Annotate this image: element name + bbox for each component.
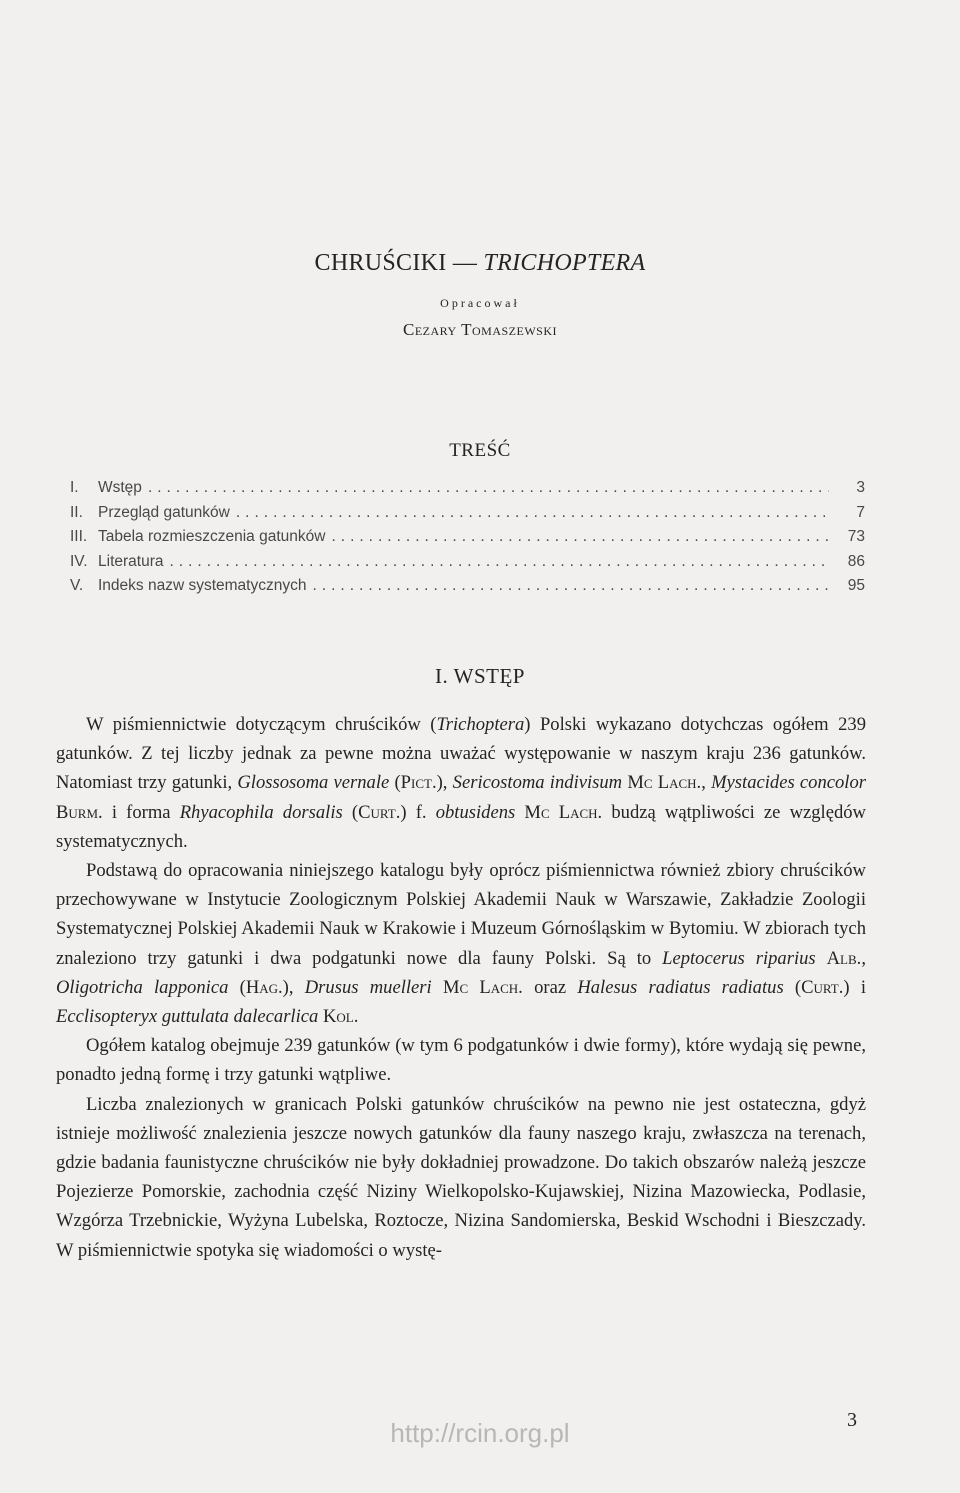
- text-run: [432, 977, 443, 998]
- body-text: [56, 710, 866, 1265]
- toc-page: 7: [856, 503, 865, 521]
- author-abbrev: Mc Lach.: [442, 976, 523, 998]
- toc-leader-dots: [312, 577, 829, 595]
- toc-leader-dots: [148, 479, 829, 497]
- toc-row: [70, 479, 865, 504]
- text-run: budzą wątpliwości ze względów systematycznych.: [56, 801, 866, 852]
- author-name: Cezary Tomaszewski: [403, 320, 557, 339]
- toc-label: Wstęp: [98, 479, 142, 496]
- toc-leader-dots: [236, 504, 829, 522]
- paragraph: [56, 710, 866, 856]
- toc-row: [70, 528, 865, 553]
- latin-name: Trichoptera: [436, 714, 525, 735]
- text-run: Podstawą do opracowania niniejszego katalogu były oprócz piśmiennictwa również zbiory chruścików przechowywane w Instytucie Zoologicznym Polskiej Akademii Nauk w Warszawie, Zakładzie Zoologii Systematycznej Polskiej Akademii Nauk w Krakowie i Muzeum Górnośląskim w Bytomiu. W zbiorach tych znaleziono trzy gatunki i dwa podgatunki nowe dla fauny Polski. Są to: [56, 860, 866, 969]
- text-run: [816, 948, 827, 969]
- paragraph: [56, 856, 866, 1031]
- author-abbrev: Burm.: [56, 801, 103, 823]
- latin-name: Leptocerus riparius: [662, 947, 816, 969]
- toc-page: 86: [847, 552, 865, 570]
- author-abbrev: Hag.: [245, 976, 283, 998]
- table-of-contents: [70, 479, 865, 602]
- toc-leader-dots: [331, 528, 829, 546]
- text-run: (: [342, 801, 359, 823]
- section-heading: I. WSTĘP: [435, 664, 525, 688]
- title-text: CHRUŚCIKI —: [314, 250, 484, 276]
- author-abbrev: Curt.: [801, 976, 844, 998]
- latin-name: Halesus radiatus radiatus: [577, 976, 784, 998]
- text-run: ),: [436, 772, 453, 794]
- toc-number: IV.: [70, 552, 88, 570]
- text-run: ,: [701, 772, 712, 794]
- toc-label: Indeks nazw systematycznych: [98, 577, 307, 594]
- text-run: oraz: [522, 976, 578, 998]
- latin-name: obtusidens: [435, 801, 516, 823]
- toc-row: [70, 577, 865, 602]
- text-run: (: [228, 976, 246, 998]
- latin-name: Ecclisopteryx guttulata dalecarlica: [56, 1006, 319, 1028]
- author-abbrev: Alb.: [826, 947, 862, 969]
- toc-leader-dots: [169, 553, 829, 571]
- watermark-url: http://rcin.org.pl: [390, 1418, 570, 1448]
- text-run: ) f.: [400, 801, 436, 823]
- text-run: W piśmiennictwie dotyczącym chruścików (: [86, 714, 437, 735]
- author-abbrev: Kol.: [322, 1006, 359, 1028]
- author-abbrev: Mc Lach.: [524, 801, 603, 823]
- toc-page: 3: [856, 479, 865, 496]
- toc-number: V.: [70, 577, 84, 594]
- toc-row: [70, 553, 865, 578]
- author-abbrev: Curt.: [358, 801, 401, 823]
- text-run: (: [389, 772, 401, 794]
- prepared-by-label: Opracował: [440, 296, 520, 310]
- paragraph: Liczba znalezionych w granicach Polski gatunków chruścików na pewno nie jest ostateczna, gdyż istnieje możliwość znalezienia jeszcze nowych gatunków dla fauny naszego kraju, zwłaszcza na terenach, gdzie badania faunistyczne chruścików nie były dokładniej prowadzone. Do takich obszarów należą jeszcze Pojezierze Pomorskie, zachodnia część Niziny Wielkopolsko-Kujawskiej, Nizina Mazowiecka, Podlasie, Wzgórza Trzebnickie, Wyżyna Lubelska, Roztocze, Nizina Sandomierska, Beskid Wschodni i Bieszczady. W piśmiennictwie spotyka się wiadomości o wystę-: [56, 1093, 866, 1261]
- latin-name: Mystacides concolor: [711, 772, 867, 794]
- paragraph: Ogółem katalog obejmuje 239 gatunków (w tym 6 podgatunków i dwie formy), które wydają się pewne, ponadto jedną formę i trzy gatunki wątpliwe.: [56, 1035, 866, 1086]
- toc-number: II.: [70, 503, 83, 521]
- text-run: ,: [861, 947, 866, 969]
- toc-number: I.: [70, 479, 79, 496]
- toc-label: Tabela rozmieszczenia gatunków: [98, 528, 326, 545]
- latin-name: Oligotricha lapponica: [56, 976, 229, 998]
- text-run: ),: [282, 976, 305, 998]
- latin-name: Glossosoma vernale: [237, 772, 390, 794]
- latin-name: Rhyacophila dorsalis: [179, 801, 343, 823]
- author-abbrev: Pict.: [400, 772, 437, 794]
- toc-number: III.: [70, 528, 88, 545]
- toc-row: [70, 504, 865, 529]
- page-number: 3: [847, 1409, 857, 1431]
- text-run: i forma: [102, 801, 180, 823]
- toc-label: Przegląd gatunków: [98, 503, 230, 521]
- text-run: (: [783, 976, 802, 998]
- toc-heading: TREŚĆ: [449, 440, 511, 461]
- page-title: [0, 250, 960, 277]
- text-run: ) i: [843, 976, 866, 998]
- latin-name: Sericostoma indivisum: [452, 772, 623, 794]
- toc-label: Literatura: [98, 552, 164, 570]
- text-run: ) Polski wykazano dotychczas ogółem 239 gatunków. Z tej liczby jednak za pewne można uważać występowanie w naszym kraju 236 gatunków. Natomiast trzy gatunki,: [56, 714, 866, 794]
- toc-page: 73: [847, 528, 865, 545]
- toc-page: 95: [847, 577, 865, 594]
- title-latin: TRICHOPTERA: [483, 250, 646, 276]
- author-abbrev: Mc Lach.: [627, 772, 702, 794]
- latin-name: Drusus muelleri: [304, 976, 432, 998]
